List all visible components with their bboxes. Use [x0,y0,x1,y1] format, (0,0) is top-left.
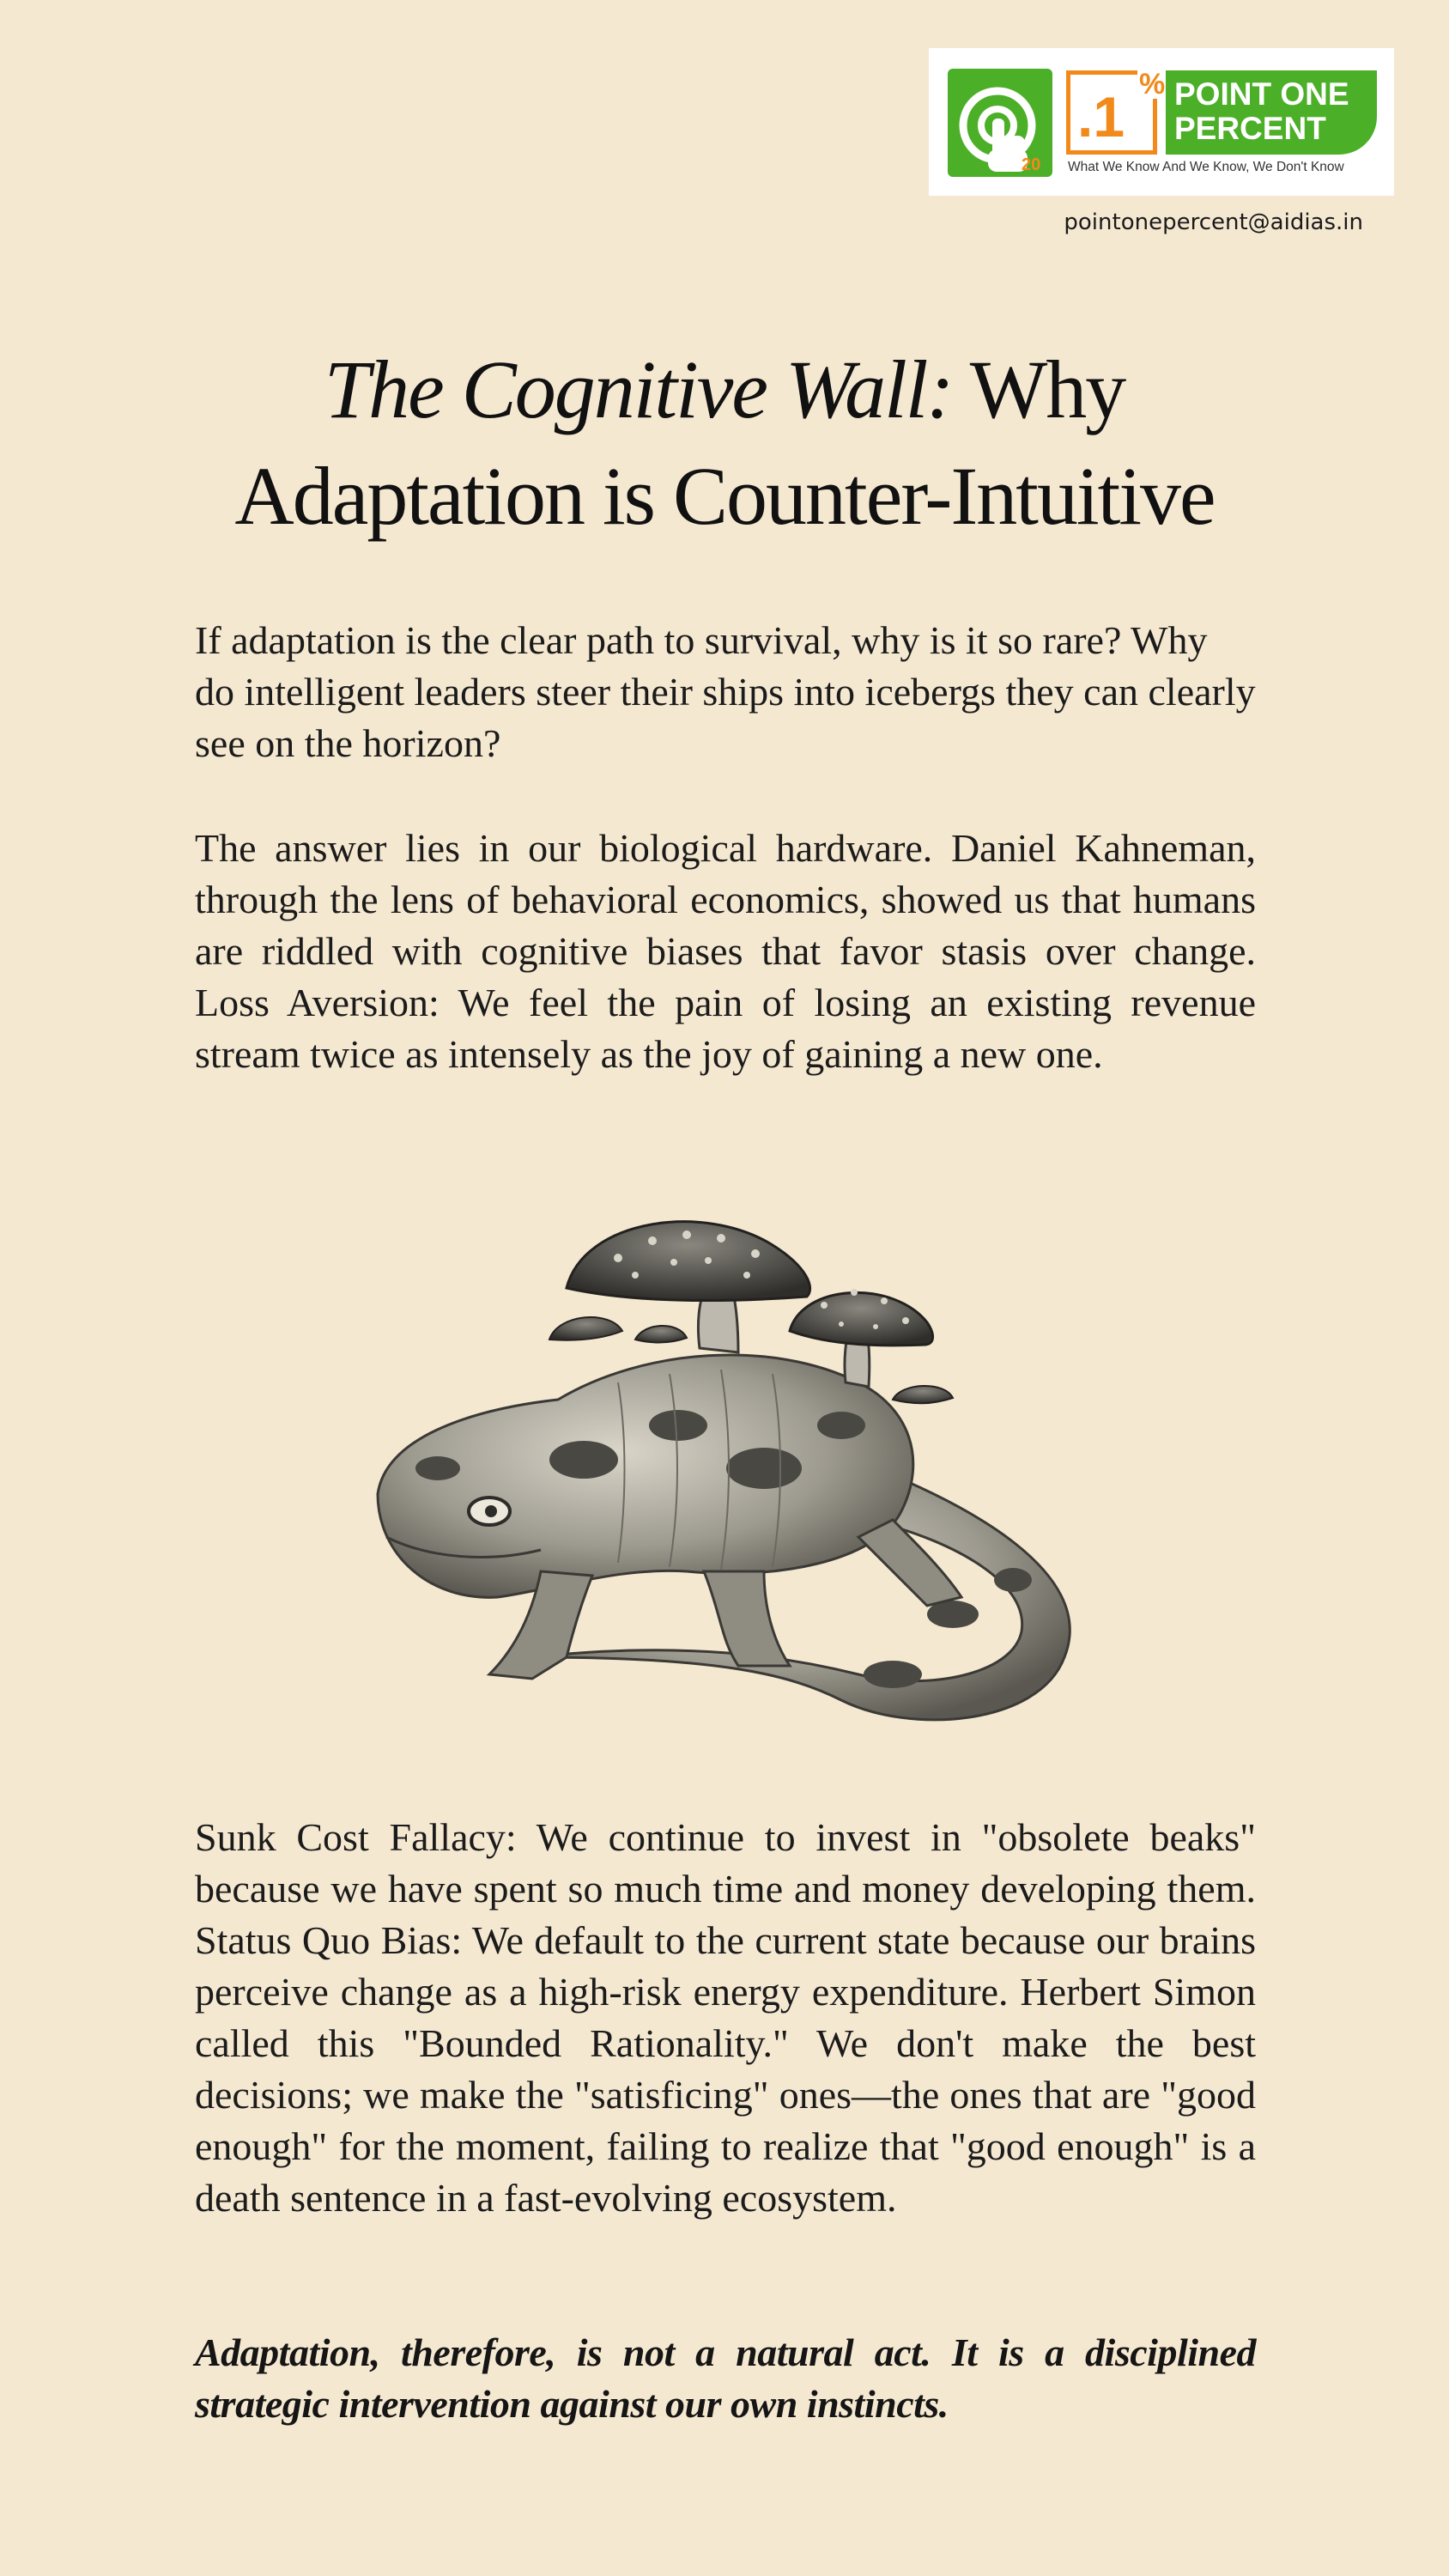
salamander-illustration [361,1211,1099,1743]
percent-sign: % [1139,68,1166,100]
at-cursor-icon [948,69,1052,177]
brand-logo-mark [948,69,1052,177]
brand-name-tag [1166,70,1377,155]
paragraph-biases: The answer lies in our biological hardware. Daniel Kahneman, through the lens of behavioral economics, showed us that humans are riddled with cognitive biases that favor stasis over change. Loss Aversion: We feel the pain of losing an existing revenue stream twice as intensely as the joy of gaining a new one. [195,826,1256,1076]
brand-name-line-1: POINT ONE [1174,76,1349,112]
brand-name-line-2: PERCENT [1174,111,1326,146]
percent-number: .1 [1077,85,1125,149]
article-title [194,337,1255,550]
brand-logo [929,48,1394,196]
paragraph-intro: If adaptation is the clear path to survival, why is it so rare? Why do intelligent leaders steer their ships into icebergs they can clearly see on the horizon? [195,618,1256,765]
article-title-rest: Why Adaptation is Counter-Intuitive [234,343,1215,542]
closing-statement: Adaptation, therefore, is not a natural act. It is a disciplined strategic intervention against our own instincts. [195,2330,1256,2426]
logo-mark-text: 20 [1022,155,1041,174]
article-title-italic: The Cognitive Wall: [324,343,953,435]
brand-logo-wordmark [1063,67,1377,172]
contact-email[interactable]: pointonepercent@aidias.in [1064,210,1363,235]
percent-box [1066,68,1166,155]
brand-tagline: What We Know And We Know, We Don't Know [1068,160,1344,174]
paragraph-sunk-cost: Sunk Cost Fallacy: We continue to invest in "obsolete beaks" because we have spent so much time and money developing them. Status Quo Bias: We default to the current state because our brains perceive change as a high-risk energy expenditure. Herbert Simon called this "Bounded Rationality." We don't make the best decisions; we make the "satisficing" ones—the ones that are "good enough" for the moment, failing to realize that "good enough" is a death sentence in a fast-evolving ecosystem. [195,1815,1256,2220]
